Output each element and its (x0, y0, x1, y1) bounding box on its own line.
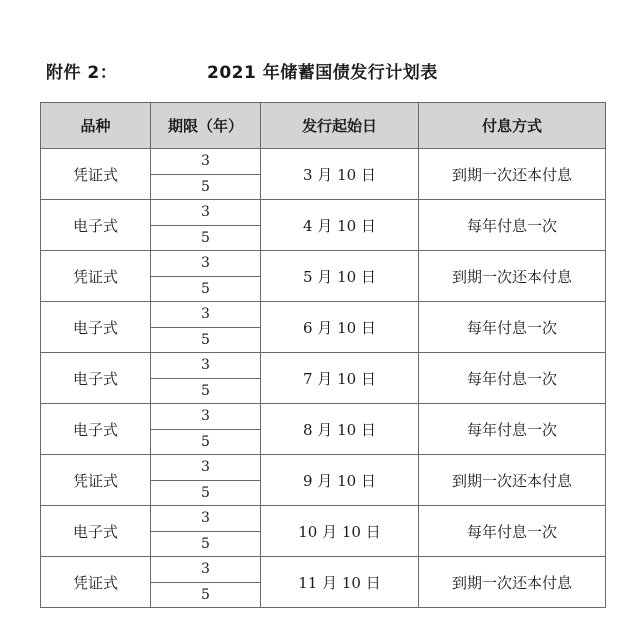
table-row (41, 149, 606, 175)
bond-type-cell: 电子式 (41, 200, 151, 251)
start-date-cell: 8 月 10 日 (261, 404, 419, 455)
bond-type-cell: 电子式 (41, 353, 151, 404)
document-title: 2021 年储蓄国债发行计划表 (207, 63, 438, 83)
term-cell: 3 (151, 353, 261, 379)
payment-method-cell: 到期一次还本付息 (419, 251, 606, 302)
column-header-term: 期限（年） (151, 103, 261, 149)
payment-method-cell: 每年付息一次 (419, 200, 606, 251)
start-date-cell: 7 月 10 日 (261, 353, 419, 404)
table-row (41, 404, 606, 430)
term-cell: 3 (151, 455, 261, 481)
bond-type-cell: 电子式 (41, 506, 151, 557)
payment-method-cell: 每年付息一次 (419, 302, 606, 353)
bond-type-cell: 电子式 (41, 302, 151, 353)
column-header-start-date: 发行起始日 (261, 103, 419, 149)
term-cell: 3 (151, 506, 261, 532)
bond-type-cell: 凭证式 (41, 557, 151, 608)
term-cell: 5 (151, 378, 261, 404)
start-date-cell: 10 月 10 日 (261, 506, 419, 557)
column-header-type: 品种 (41, 103, 151, 149)
term-cell: 5 (151, 531, 261, 557)
term-cell: 3 (151, 302, 261, 328)
term-cell: 3 (151, 404, 261, 430)
payment-method-cell: 每年付息一次 (419, 506, 606, 557)
term-cell: 5 (151, 276, 261, 302)
issuance-plan-table (40, 102, 606, 608)
payment-method-cell: 到期一次还本付息 (419, 557, 606, 608)
start-date-cell: 4 月 10 日 (261, 200, 419, 251)
table-row (41, 353, 606, 379)
term-cell: 5 (151, 327, 261, 353)
term-cell: 5 (151, 480, 261, 506)
table-row (41, 455, 606, 481)
payment-method-cell: 每年付息一次 (419, 404, 606, 455)
table-body (41, 149, 606, 608)
payment-method-cell: 到期一次还本付息 (419, 149, 606, 200)
table-row (41, 302, 606, 328)
start-date-cell: 9 月 10 日 (261, 455, 419, 506)
start-date-cell: 11 月 10 日 (261, 557, 419, 608)
term-cell: 3 (151, 251, 261, 277)
table-row (41, 557, 606, 583)
payment-method-cell: 到期一次还本付息 (419, 455, 606, 506)
start-date-cell: 3 月 10 日 (261, 149, 419, 200)
bond-type-cell: 凭证式 (41, 251, 151, 302)
bond-type-cell: 电子式 (41, 404, 151, 455)
term-cell: 3 (151, 149, 261, 175)
term-cell: 3 (151, 557, 261, 583)
term-cell: 5 (151, 225, 261, 251)
term-cell: 5 (151, 174, 261, 200)
term-cell: 5 (151, 429, 261, 455)
table-header-row (41, 103, 606, 149)
bond-type-cell: 凭证式 (41, 149, 151, 200)
table-row (41, 200, 606, 226)
bond-type-cell: 凭证式 (41, 455, 151, 506)
column-header-payment: 付息方式 (419, 103, 606, 149)
term-cell: 5 (151, 582, 261, 608)
start-date-cell: 5 月 10 日 (261, 251, 419, 302)
attachment-label: 附件 2： (46, 63, 118, 83)
table-row (41, 251, 606, 277)
table-row (41, 506, 606, 532)
term-cell: 3 (151, 200, 261, 226)
start-date-cell: 6 月 10 日 (261, 302, 419, 353)
payment-method-cell: 每年付息一次 (419, 353, 606, 404)
